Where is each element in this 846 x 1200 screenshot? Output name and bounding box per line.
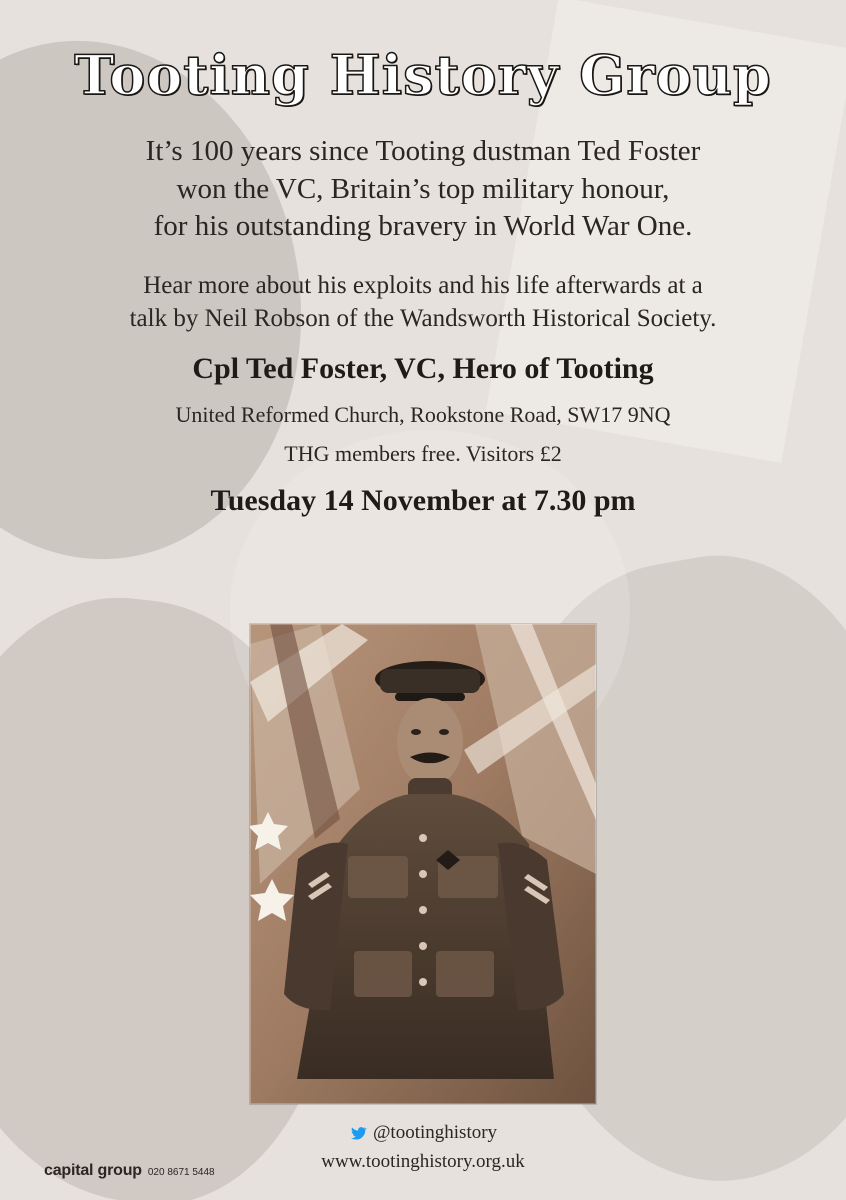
twitter-icon	[349, 1124, 367, 1142]
twitter-handle[interactable]: @tootinghistory	[372, 1122, 498, 1143]
button-icon	[419, 906, 427, 914]
face-icon	[397, 698, 463, 786]
button-icon	[419, 870, 427, 878]
capital-group-phone: 020 8671 5448	[147, 1167, 215, 1178]
talk-line: talk by Neil Robson of the Wandsworth Historical Society.	[129, 305, 717, 333]
capital-group-logo	[44, 1162, 215, 1180]
cap-band	[380, 669, 480, 693]
pocket-icon	[436, 951, 494, 997]
capital-group-name: capital group	[44, 1162, 142, 1179]
intro-line: It’s 100 years since Tooting dustman Ted Foster	[145, 135, 701, 168]
page-title: Tooting History Group	[74, 43, 772, 107]
talk-title: Cpl Ted Foster, VC, Hero of Tooting	[192, 352, 654, 386]
talk-line: Hear more about his exploits and his life afterwards at a	[143, 271, 703, 299]
pocket-icon	[354, 951, 412, 997]
intro-paragraph	[0, 133, 846, 244]
poster-content	[0, 0, 846, 518]
venue-text: United Reformed Church, Rookstone Road, SW17 9NQ	[175, 401, 671, 427]
eye-icon	[439, 729, 449, 735]
event-date: Tuesday 14 November at 7.30 pm	[210, 483, 636, 517]
button-icon	[419, 942, 427, 950]
soldier-photo-illustration	[250, 624, 596, 1104]
twitter-line[interactable]	[0, 1122, 846, 1148]
pocket-icon	[348, 856, 408, 898]
eye-icon	[411, 729, 421, 735]
website-link[interactable]: www.tootinghistory.org.uk	[321, 1151, 525, 1172]
price-text: THG members free. Visitors £2	[284, 441, 562, 467]
button-icon	[419, 978, 427, 986]
talk-paragraph	[0, 269, 846, 337]
portrait-photo	[250, 624, 596, 1104]
button-icon	[419, 834, 427, 842]
intro-line: for his outstanding bravery in World War One.	[153, 209, 693, 242]
intro-line: won the VC, Britain’s top military honour,	[176, 172, 670, 205]
